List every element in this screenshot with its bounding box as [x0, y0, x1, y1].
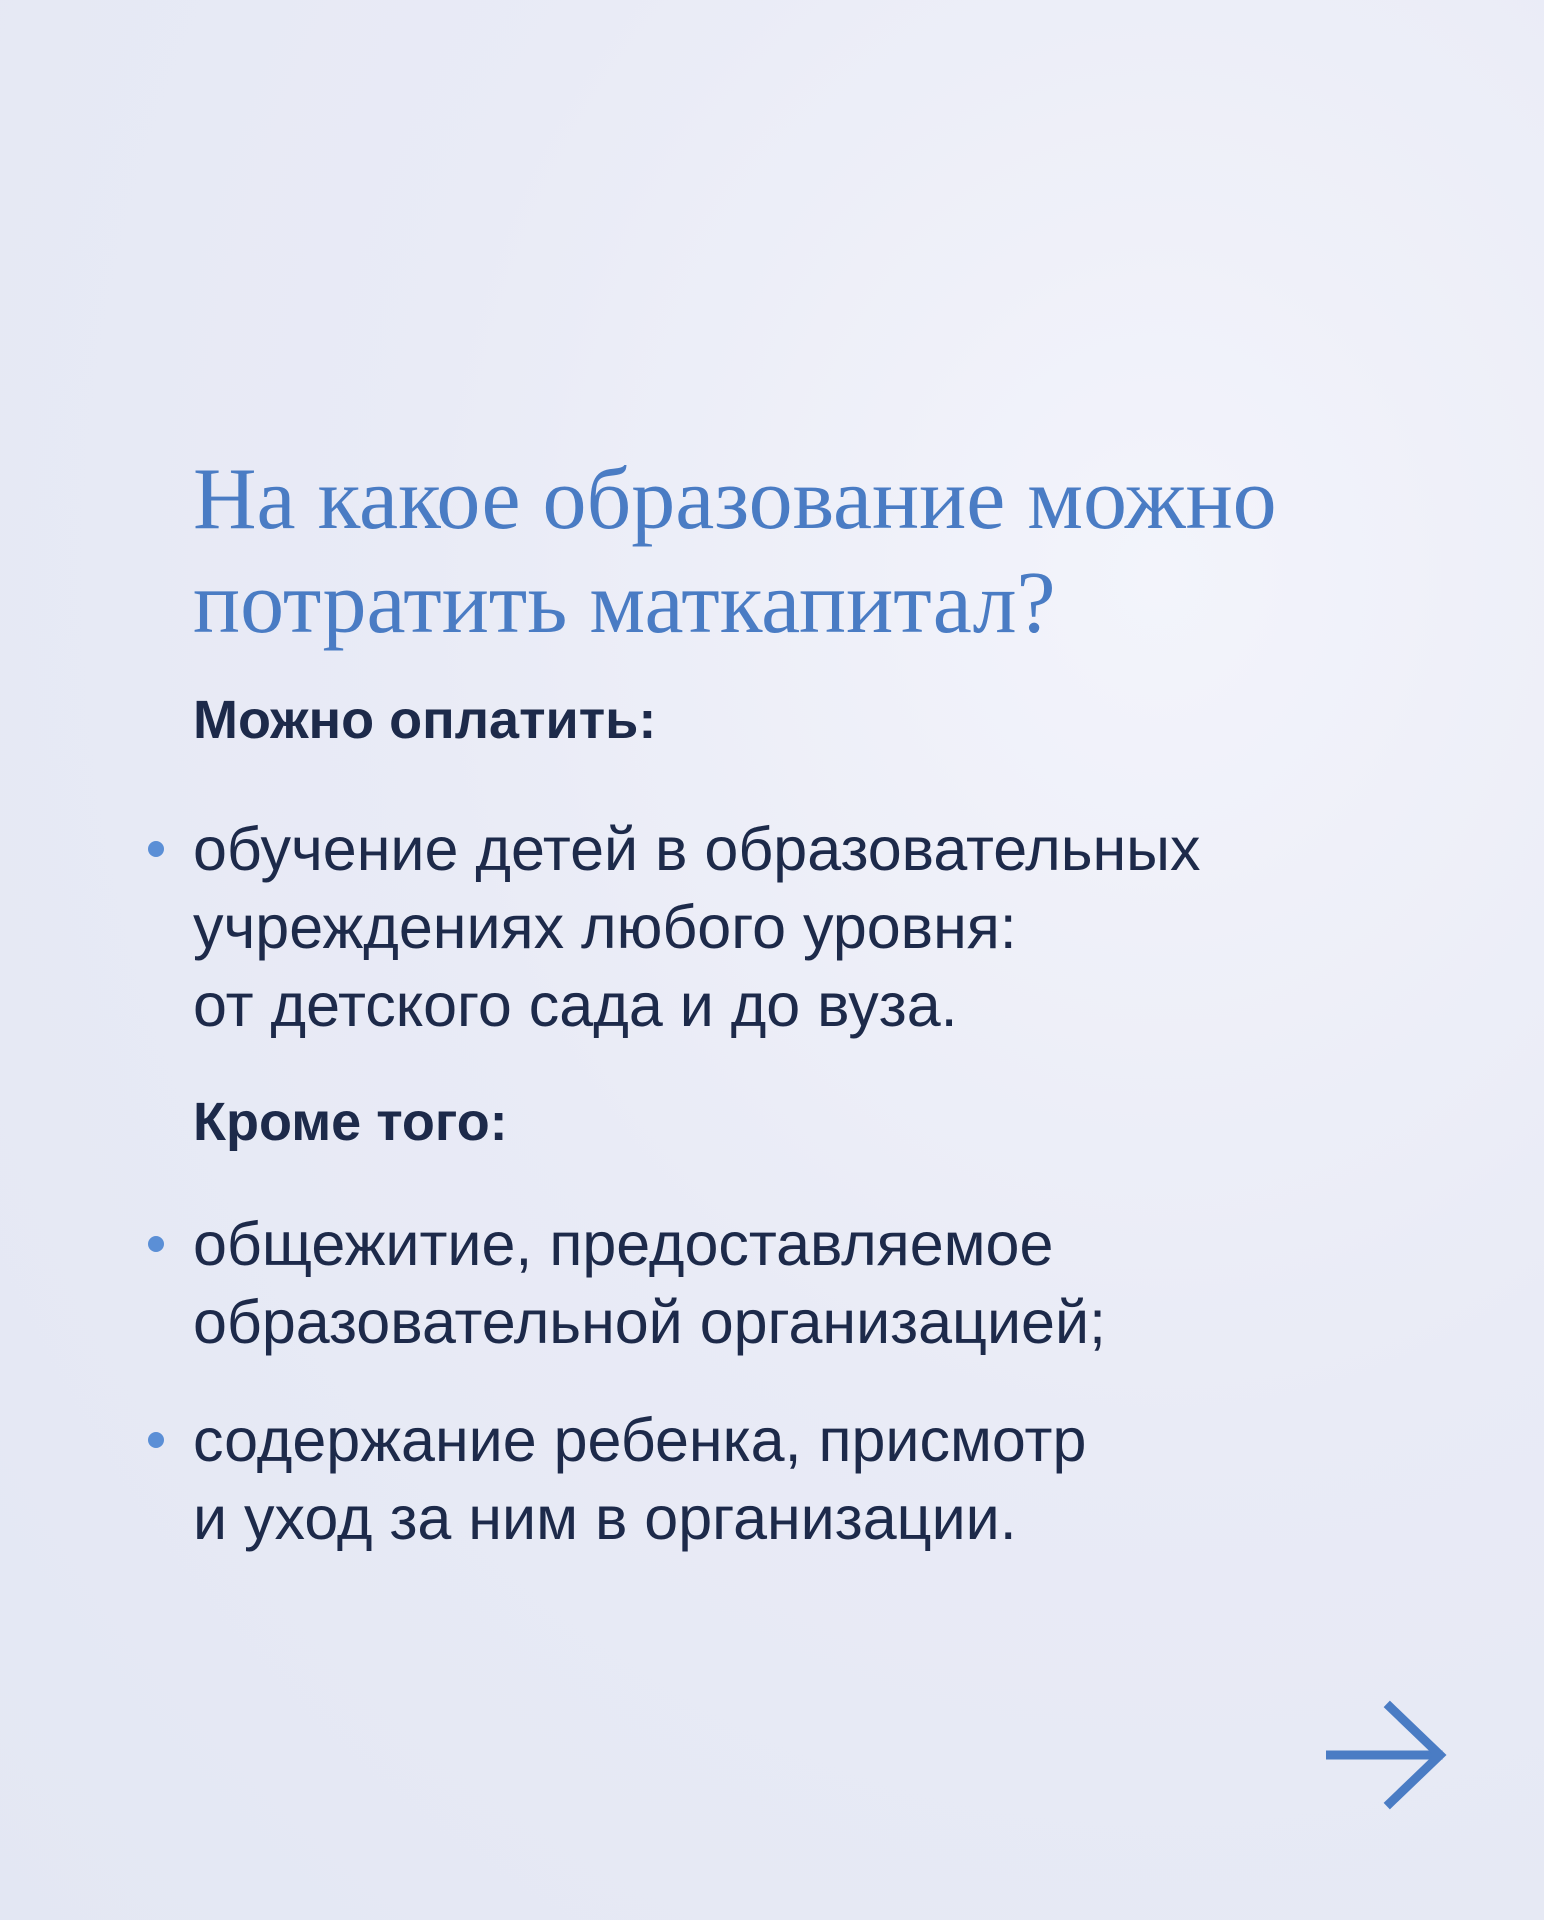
list-item-line: и уход за ним в организации. [193, 1484, 1017, 1552]
bullet-dot-icon [148, 1432, 164, 1448]
list-item-text [193, 810, 1440, 1044]
list-item-line: учреждениях любого уровня: [193, 893, 1017, 961]
list-item-line: общежитие, предоставляемое [193, 1210, 1054, 1278]
list-item-line: образовательной организацией; [193, 1288, 1107, 1356]
list-item-text [193, 1205, 1440, 1361]
list-item [140, 810, 1440, 1044]
besides-list [140, 1205, 1440, 1597]
title-line: На какое образование можно [193, 451, 1277, 548]
section-heading-besides: Кроме того: [193, 1092, 508, 1152]
title-line: потратить маткапитал? [193, 555, 1056, 652]
page-title [193, 448, 1443, 656]
list-item-line: от детского сада и до вуза. [193, 971, 958, 1039]
list-item-line: содержание ребенка, присмотр [193, 1406, 1087, 1474]
list-item-text [193, 1401, 1440, 1557]
can-pay-list [140, 810, 1440, 1084]
next-button[interactable] [1326, 1700, 1448, 1810]
bullet-dot-icon [148, 1236, 164, 1252]
list-item [140, 1401, 1440, 1557]
list-item [140, 1205, 1440, 1361]
arrow-right-icon [1326, 1700, 1448, 1810]
bullet-dot-icon [148, 841, 164, 857]
list-item-line: обучение детей в образовательных [193, 815, 1201, 883]
section-heading-can-pay: Можно оплатить: [193, 690, 657, 750]
